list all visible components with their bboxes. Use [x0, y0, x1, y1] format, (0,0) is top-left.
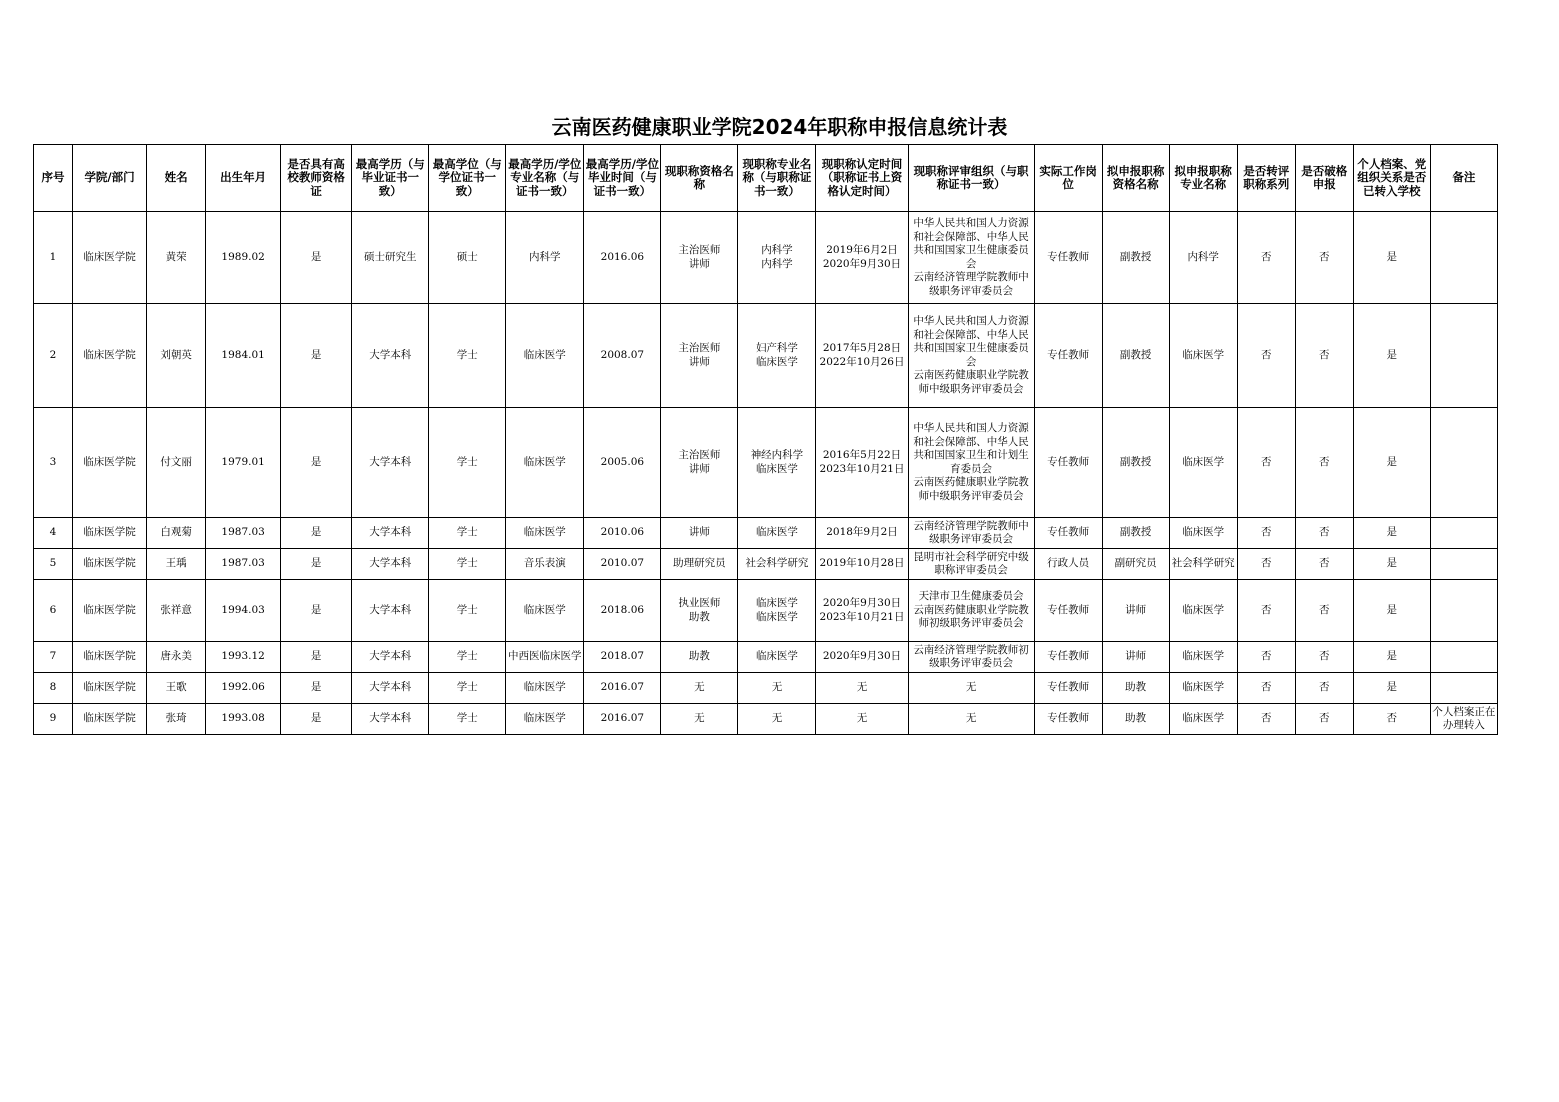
table-cell: 助教 [1102, 704, 1169, 735]
table-cell: 1979.01 [206, 408, 281, 518]
table-row [34, 673, 1498, 704]
table-cell: 执业医师 助教 [661, 580, 738, 642]
table-cell: 无 [908, 704, 1034, 735]
table-cell: 学士 [429, 580, 506, 642]
page-title: 云南医药健康职业学院2024年职称申报信息统计表 [551, 115, 1008, 139]
table-cell: 临床医学院 [73, 673, 147, 704]
table-cell: 大学本科 [352, 704, 429, 735]
table-cell: 临床医学 临床医学 [738, 580, 816, 642]
table-cell: 中华人民共和国人力资源和社会保障部、中华人民共和国国家卫生健康委员会 云南医药健康职业学院教师中级职务评审委员会 [908, 304, 1034, 408]
table-cell: 否 [1295, 304, 1353, 408]
column-header: 实际工作岗位 [1034, 145, 1102, 212]
table-cell: 临床医学院 [73, 704, 147, 735]
table-cell: 无 [661, 704, 738, 735]
table-cell: 否 [1353, 704, 1430, 735]
table-cell: 讲师 [1102, 642, 1169, 673]
column-header: 备注 [1430, 145, 1497, 212]
table-cell: 个人档案正在办理转入 [1430, 704, 1497, 735]
table-cell: 无 [816, 673, 908, 704]
table-cell: 6 [34, 580, 73, 642]
table-cell: 2019年6月2日 2020年9月30日 [816, 212, 908, 304]
table-cell: 1993.08 [206, 704, 281, 735]
table-row [34, 549, 1498, 580]
table-cell: 临床医学 [506, 580, 584, 642]
table-cell: 是 [281, 549, 352, 580]
table-cell: 付文丽 [147, 408, 206, 518]
table-cell: 是 [281, 304, 352, 408]
table-cell: 是 [1353, 673, 1430, 704]
column-header: 姓名 [147, 145, 206, 212]
table-cell: 专任教师 [1034, 212, 1102, 304]
table-cell: 云南经济管理学院教师初级职务评审委员会 [908, 642, 1034, 673]
table-cell: 否 [1295, 549, 1353, 580]
table-cell: 学士 [429, 549, 506, 580]
table-cell: 临床医学院 [73, 212, 147, 304]
table-cell: 大学本科 [352, 518, 429, 549]
table-cell: 临床医学 [738, 642, 816, 673]
column-header: 是否转评职称系列 [1237, 145, 1295, 212]
table-cell: 主治医师 讲师 [661, 212, 738, 304]
table-cell: 2020年9月30日 [816, 642, 908, 673]
table-cell: 2 [34, 304, 73, 408]
table-cell: 是 [281, 580, 352, 642]
table-cell: 助教 [1102, 673, 1169, 704]
table-cell: 大学本科 [352, 549, 429, 580]
table-cell: 无 [816, 704, 908, 735]
table-cell: 中华人民共和国人力资源和社会保障部、中华人民共和国国家卫生健康委员会 云南经济管理学院教师中级职务评审委员会 [908, 212, 1034, 304]
table-cell: 1987.03 [206, 518, 281, 549]
table-cell: 副研究员 [1102, 549, 1169, 580]
table-cell: 副教授 [1102, 304, 1169, 408]
table-cell: 2010.07 [584, 549, 661, 580]
table-row [34, 304, 1498, 408]
table-cell: 1987.03 [206, 549, 281, 580]
table-cell: 专任教师 [1034, 673, 1102, 704]
column-header: 最高学位（与学位证书一致） [429, 145, 506, 212]
table-cell: 否 [1237, 673, 1295, 704]
table-cell: 学士 [429, 304, 506, 408]
table-cell: 1992.06 [206, 673, 281, 704]
table-cell: 临床医学 [506, 408, 584, 518]
table-cell: 中西医临床医学 [506, 642, 584, 673]
table-cell: 4 [34, 518, 73, 549]
table-cell [1430, 408, 1497, 518]
data-table [33, 144, 1498, 735]
table-cell: 2016年5月22日 2023年10月21日 [816, 408, 908, 518]
table-cell: 硕士研究生 [352, 212, 429, 304]
table-cell [1430, 673, 1497, 704]
table-row [34, 704, 1498, 735]
table-cell: 白观菊 [147, 518, 206, 549]
table-cell: 是 [281, 408, 352, 518]
table-cell: 9 [34, 704, 73, 735]
column-header: 拟申报职称资格名称 [1102, 145, 1169, 212]
table-cell: 否 [1237, 580, 1295, 642]
table-cell: 2016.06 [584, 212, 661, 304]
table-cell: 是 [281, 212, 352, 304]
table-cell: 专任教师 [1034, 518, 1102, 549]
table-cell: 内科学 内科学 [738, 212, 816, 304]
column-header: 现职称专业名称（与职称证书一致） [738, 145, 816, 212]
table-cell: 否 [1237, 304, 1295, 408]
table-cell: 1984.01 [206, 304, 281, 408]
table-cell: 专任教师 [1034, 408, 1102, 518]
table-cell: 大学本科 [352, 642, 429, 673]
table-cell: 临床医学 [1169, 704, 1237, 735]
table-row [34, 580, 1498, 642]
table-cell: 昆明市社会科学研究中级职称评审委员会 [908, 549, 1034, 580]
table-cell: 否 [1237, 549, 1295, 580]
table-cell: 王瑀 [147, 549, 206, 580]
table-cell: 副教授 [1102, 212, 1169, 304]
column-header: 出生年月 [206, 145, 281, 212]
table-cell: 无 [908, 673, 1034, 704]
table-cell: 副教授 [1102, 408, 1169, 518]
table-cell: 学士 [429, 642, 506, 673]
table-cell: 社会科学研究 [1169, 549, 1237, 580]
table-cell: 否 [1237, 408, 1295, 518]
table-cell: 是 [1353, 518, 1430, 549]
table-cell: 临床医学院 [73, 549, 147, 580]
table-cell [1430, 518, 1497, 549]
table-cell: 1993.12 [206, 642, 281, 673]
table-cell: 是 [1353, 304, 1430, 408]
table-cell: 王歌 [147, 673, 206, 704]
table-cell: 无 [738, 704, 816, 735]
table-cell: 临床医学 [506, 704, 584, 735]
table-cell [1430, 549, 1497, 580]
table-cell [1430, 304, 1497, 408]
table-cell [1430, 642, 1497, 673]
table-cell: 学士 [429, 673, 506, 704]
table-cell: 临床医学 [738, 518, 816, 549]
table-cell: 2018年9月2日 [816, 518, 908, 549]
table-cell [1430, 580, 1497, 642]
column-header: 是否具有高校教师资格证 [281, 145, 352, 212]
table-cell: 否 [1295, 673, 1353, 704]
table-cell: 张琦 [147, 704, 206, 735]
table-cell: 临床医学 [1169, 580, 1237, 642]
table-cell: 张祥意 [147, 580, 206, 642]
column-header: 最高学历/学位毕业时间（与证书一致） [584, 145, 661, 212]
table-cell: 主治医师 讲师 [661, 304, 738, 408]
table-cell: 2016.07 [584, 673, 661, 704]
table-cell: 黄荣 [147, 212, 206, 304]
table-cell: 大学本科 [352, 304, 429, 408]
table-cell: 临床医学 [506, 304, 584, 408]
table-cell: 内科学 [506, 212, 584, 304]
table-cell: 2016.07 [584, 704, 661, 735]
column-header: 是否破格申报 [1295, 145, 1353, 212]
table-cell: 专任教师 [1034, 580, 1102, 642]
table-cell: 是 [1353, 580, 1430, 642]
table-cell: 专任教师 [1034, 304, 1102, 408]
table-cell: 否 [1295, 704, 1353, 735]
table-cell: 是 [1353, 212, 1430, 304]
table-cell: 行政人员 [1034, 549, 1102, 580]
table-cell: 学士 [429, 518, 506, 549]
table-cell: 学士 [429, 704, 506, 735]
table-cell: 2020年9月30日 2023年10月21日 [816, 580, 908, 642]
table-cell: 唐永美 [147, 642, 206, 673]
header-row [34, 145, 1498, 212]
table-cell: 中华人民共和国人力资源和社会保障部、中华人民共和国国家卫生和计划生育委员会 云南医药健康职业学院教师中级职务评审委员会 [908, 408, 1034, 518]
table-cell: 主治医师 讲师 [661, 408, 738, 518]
table-cell: 无 [738, 673, 816, 704]
table-cell: 2008.07 [584, 304, 661, 408]
table-cell: 临床医学 [1169, 518, 1237, 549]
table-cell: 1989.02 [206, 212, 281, 304]
table-cell: 8 [34, 673, 73, 704]
table-cell: 否 [1295, 518, 1353, 549]
table-cell: 是 [281, 642, 352, 673]
column-header: 拟申报职称专业名称 [1169, 145, 1237, 212]
table-cell: 副教授 [1102, 518, 1169, 549]
table-cell: 2010.06 [584, 518, 661, 549]
table-cell: 否 [1295, 580, 1353, 642]
table-cell: 无 [661, 673, 738, 704]
table-cell: 否 [1237, 704, 1295, 735]
column-header: 个人档案、党组织关系是否已转入学校 [1353, 145, 1430, 212]
table-cell: 大学本科 [352, 580, 429, 642]
table-cell: 否 [1237, 212, 1295, 304]
table-cell: 是 [281, 673, 352, 704]
table-cell: 云南经济管理学院教师中级职务评审委员会 [908, 518, 1034, 549]
column-header: 现职称评审组织（与职称证书一致） [908, 145, 1034, 212]
table-cell: 是 [1353, 642, 1430, 673]
table-cell: 临床医学院 [73, 518, 147, 549]
table-cell: 是 [1353, 549, 1430, 580]
table-cell: 刘朝英 [147, 304, 206, 408]
table-cell: 2019年10月28日 [816, 549, 908, 580]
table-cell: 1994.03 [206, 580, 281, 642]
table-cell: 专任教师 [1034, 704, 1102, 735]
table-cell: 临床医学 [1169, 408, 1237, 518]
table-cell [1430, 212, 1497, 304]
table-cell: 否 [1295, 408, 1353, 518]
table-cell: 妇产科学 临床医学 [738, 304, 816, 408]
table-cell: 临床医学院 [73, 304, 147, 408]
table-cell: 临床医学 [1169, 642, 1237, 673]
table-cell: 是 [281, 518, 352, 549]
table-row [34, 518, 1498, 549]
table-cell: 7 [34, 642, 73, 673]
column-header: 学院/部门 [73, 145, 147, 212]
table-cell: 是 [281, 704, 352, 735]
table-cell: 临床医学院 [73, 408, 147, 518]
table-row [34, 642, 1498, 673]
table-cell: 3 [34, 408, 73, 518]
table-cell: 5 [34, 549, 73, 580]
table-cell: 2005.06 [584, 408, 661, 518]
table-cell: 否 [1237, 642, 1295, 673]
table-cell: 大学本科 [352, 408, 429, 518]
table-cell: 音乐表演 [506, 549, 584, 580]
table-cell: 硕士 [429, 212, 506, 304]
table-cell: 2018.07 [584, 642, 661, 673]
table-cell: 临床医学 [506, 673, 584, 704]
table-cell: 学士 [429, 408, 506, 518]
table-cell: 是 [1353, 408, 1430, 518]
table-cell: 讲师 [661, 518, 738, 549]
table-cell: 临床医学院 [73, 580, 147, 642]
table-cell: 助教 [661, 642, 738, 673]
table-cell: 助理研究员 [661, 549, 738, 580]
column-header: 最高学历（与毕业证书一致） [352, 145, 429, 212]
column-header: 序号 [34, 145, 73, 212]
table-cell: 大学本科 [352, 673, 429, 704]
table-cell: 神经内科学 临床医学 [738, 408, 816, 518]
table-cell: 1 [34, 212, 73, 304]
table-cell: 内科学 [1169, 212, 1237, 304]
column-header: 现职称认定时间（职称证书上资格认定时间） [816, 145, 908, 212]
table-cell: 讲师 [1102, 580, 1169, 642]
table-cell: 社会科学研究 [738, 549, 816, 580]
table-cell: 天津市卫生健康委员会 云南医药健康职业学院教师初级职务评审委员会 [908, 580, 1034, 642]
table-cell: 2017年5月28日 2022年10月26日 [816, 304, 908, 408]
table-cell: 否 [1295, 212, 1353, 304]
table-row [34, 212, 1498, 304]
table-cell: 2018.06 [584, 580, 661, 642]
table-cell: 专任教师 [1034, 642, 1102, 673]
table-cell: 否 [1295, 642, 1353, 673]
table-cell: 临床医学 [506, 518, 584, 549]
column-header: 最高学历/学位专业名称（与证书一致） [506, 145, 584, 212]
column-header: 现职称资格名称 [661, 145, 738, 212]
table-cell: 否 [1237, 518, 1295, 549]
table-cell: 临床医学院 [73, 642, 147, 673]
table-cell: 临床医学 [1169, 673, 1237, 704]
table-row [34, 408, 1498, 518]
table-cell: 临床医学 [1169, 304, 1237, 408]
